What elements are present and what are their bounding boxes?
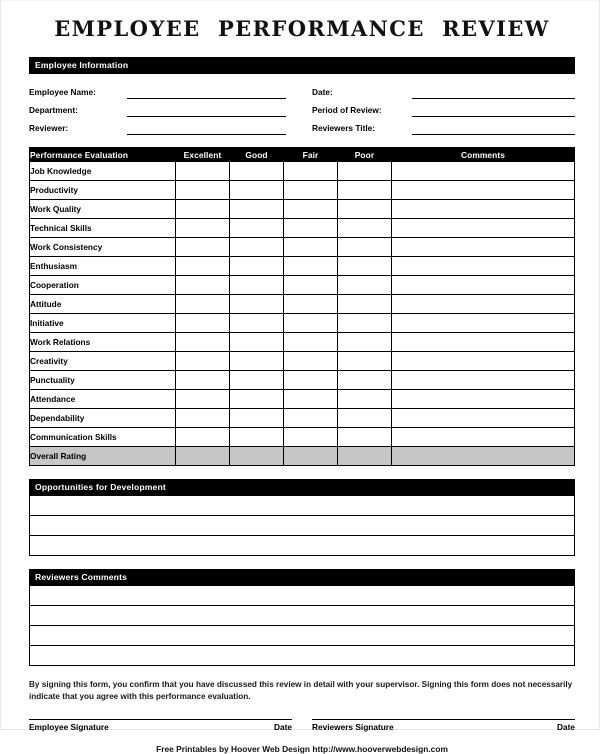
rating-cell-good[interactable] <box>230 162 284 181</box>
rating-cell-fair[interactable] <box>284 181 338 200</box>
signing-disclaimer: By signing this form, you confirm that you have discussed this review in detail with your supervisor. Signing this form does not necessarily indicate that you agree with this performance evaluation. <box>29 680 573 701</box>
date-label: Date: <box>312 87 333 97</box>
period-of-review-input[interactable] <box>412 104 575 117</box>
criteria-label: Work Consistency <box>30 238 176 257</box>
comments-cell[interactable] <box>392 276 575 295</box>
employee-information-right-column <box>292 81 575 135</box>
opportunities-line[interactable] <box>30 515 574 535</box>
table-row <box>30 276 575 295</box>
period-of-review-row <box>312 99 575 117</box>
criteria-label: Attendance <box>30 390 176 409</box>
rating-cell-fair[interactable] <box>284 295 338 314</box>
rating-cell-good[interactable] <box>230 219 284 238</box>
employee-name-row <box>29 81 292 99</box>
rating-cell-fair[interactable] <box>284 390 338 409</box>
column-header-good: Good <box>230 148 284 162</box>
table-row <box>30 181 575 200</box>
rating-cell-good[interactable] <box>230 181 284 200</box>
rating-cell-excellent[interactable] <box>176 200 230 219</box>
criteria-label: Dependability <box>30 409 176 428</box>
rating-cell-fair[interactable] <box>284 200 338 219</box>
employee-signature-date-label: Date <box>274 722 292 732</box>
employee-name-input[interactable] <box>127 86 286 99</box>
comments-cell[interactable] <box>392 333 575 352</box>
reviewers-comments-line[interactable] <box>30 586 574 605</box>
table-row <box>30 162 575 181</box>
rating-cell-good[interactable] <box>230 390 284 409</box>
rating-cell-fair[interactable] <box>284 276 338 295</box>
rating-cell-fair[interactable] <box>284 314 338 333</box>
comments-cell[interactable] <box>392 447 575 466</box>
criteria-label: Cooperation <box>30 276 176 295</box>
opportunities-line[interactable] <box>30 496 574 515</box>
table-row <box>30 200 575 219</box>
criteria-label: Communication Skills <box>30 428 176 447</box>
reviewer-row <box>29 117 292 135</box>
rating-cell-fair[interactable] <box>284 257 338 276</box>
rating-cell-excellent[interactable] <box>176 295 230 314</box>
reviewer-signature-label: Reviewers Signature <box>312 722 394 732</box>
table-body <box>30 162 575 466</box>
department-input[interactable] <box>127 104 286 117</box>
table-row <box>30 371 575 390</box>
comments-cell[interactable] <box>392 219 575 238</box>
rating-cell-excellent[interactable] <box>176 390 230 409</box>
rating-cell-good[interactable] <box>230 200 284 219</box>
rating-cell-fair[interactable] <box>284 238 338 257</box>
rating-cell-excellent[interactable] <box>176 352 230 371</box>
opportunities-line[interactable] <box>30 535 574 555</box>
rating-cell-good[interactable] <box>230 276 284 295</box>
rating-cell-fair[interactable] <box>284 371 338 390</box>
rating-cell-poor[interactable] <box>338 219 392 238</box>
criteria-label: Creativity <box>30 352 176 371</box>
criteria-label: Attitude <box>30 295 176 314</box>
rating-cell-excellent[interactable] <box>176 428 230 447</box>
rating-cell-fair[interactable] <box>284 447 338 466</box>
criteria-label: Work Quality <box>30 200 176 219</box>
table-row <box>30 390 575 409</box>
rating-cell-poor[interactable] <box>338 428 392 447</box>
employee-signature-group[interactable] <box>29 719 292 732</box>
rating-cell-excellent[interactable] <box>176 181 230 200</box>
signature-row <box>29 719 575 732</box>
reviewers-comments-line[interactable] <box>30 645 574 665</box>
reviewer-signature-group[interactable] <box>312 719 575 732</box>
criteria-label: Productivity <box>30 181 176 200</box>
rating-cell-excellent[interactable] <box>176 276 230 295</box>
table-row <box>30 333 575 352</box>
rating-cell-poor[interactable] <box>338 390 392 409</box>
column-header-poor: Poor <box>338 148 392 162</box>
rating-cell-excellent[interactable] <box>176 447 230 466</box>
rating-cell-excellent[interactable] <box>176 409 230 428</box>
rating-cell-poor[interactable] <box>338 200 392 219</box>
table-header-row <box>30 148 575 162</box>
rating-cell-poor[interactable] <box>338 162 392 181</box>
rating-cell-fair[interactable] <box>284 219 338 238</box>
rating-cell-excellent[interactable] <box>176 333 230 352</box>
criteria-label: Initiative <box>30 314 176 333</box>
column-header-excellent: Excellent <box>176 148 230 162</box>
overall-rating-row <box>30 447 575 466</box>
reviewers-title-label: Reviewers Title: <box>312 123 376 133</box>
table-row <box>30 219 575 238</box>
employee-name-label: Employee Name: <box>29 87 96 97</box>
reviewer-label: Reviewer: <box>29 123 69 133</box>
rating-cell-excellent[interactable] <box>176 219 230 238</box>
table-row <box>30 409 575 428</box>
reviewers-comments-textarea[interactable] <box>29 586 575 666</box>
department-row <box>29 99 292 117</box>
rating-cell-poor[interactable] <box>338 409 392 428</box>
criteria-label: Enthusiasm <box>30 257 176 276</box>
rating-cell-poor[interactable] <box>338 371 392 390</box>
table-row <box>30 238 575 257</box>
employee-information-left-column <box>29 81 292 135</box>
rating-cell-excellent[interactable] <box>176 238 230 257</box>
reviewers-comments-section <box>29 569 575 666</box>
employee-signature-label: Employee Signature <box>29 722 109 732</box>
criteria-label: Technical Skills <box>30 219 176 238</box>
reviewers-title-input[interactable] <box>412 122 575 135</box>
rating-cell-good[interactable] <box>230 257 284 276</box>
criteria-label: Job Knowledge <box>30 162 176 181</box>
reviewer-input[interactable] <box>127 122 286 135</box>
rating-cell-good[interactable] <box>230 447 284 466</box>
comments-cell[interactable] <box>392 200 575 219</box>
comments-cell[interactable] <box>392 390 575 409</box>
date-row <box>312 81 575 99</box>
table-row <box>30 295 575 314</box>
rating-cell-poor[interactable] <box>338 181 392 200</box>
rating-cell-good[interactable] <box>230 295 284 314</box>
performance-evaluation-section <box>29 147 575 466</box>
comments-cell[interactable] <box>392 162 575 181</box>
comments-cell[interactable] <box>392 428 575 447</box>
performance-evaluation-table <box>29 147 575 466</box>
opportunities-for-development-section <box>29 479 575 556</box>
rating-cell-good[interactable] <box>230 428 284 447</box>
comments-cell[interactable] <box>392 257 575 276</box>
rating-cell-excellent[interactable] <box>176 314 230 333</box>
employee-information-header: Employee Information <box>29 57 575 74</box>
comments-cell[interactable] <box>392 295 575 314</box>
rating-cell-poor[interactable] <box>338 276 392 295</box>
rating-cell-good[interactable] <box>230 409 284 428</box>
employee-information-fields <box>29 81 575 135</box>
rating-cell-fair[interactable] <box>284 428 338 447</box>
rating-cell-excellent[interactable] <box>176 371 230 390</box>
rating-cell-poor[interactable] <box>338 238 392 257</box>
date-input[interactable] <box>412 86 575 99</box>
employee-information-section <box>29 57 575 135</box>
rating-cell-poor[interactable] <box>338 352 392 371</box>
reviewers-comments-line[interactable] <box>30 625 574 645</box>
table-row <box>30 314 575 333</box>
table-row <box>30 428 575 447</box>
rating-cell-excellent[interactable] <box>176 257 230 276</box>
table-row <box>30 257 575 276</box>
rating-cell-fair[interactable] <box>284 352 338 371</box>
reviewers-title-row <box>312 117 575 135</box>
form-sheet <box>29 1 575 754</box>
column-header-comments: Comments <box>392 148 575 162</box>
rating-cell-fair[interactable] <box>284 409 338 428</box>
comments-cell[interactable] <box>392 409 575 428</box>
comments-cell[interactable] <box>392 371 575 390</box>
rating-cell-fair[interactable] <box>284 162 338 181</box>
opportunities-for-development-textarea[interactable] <box>29 496 575 556</box>
department-label: Department: <box>29 105 78 115</box>
comments-cell[interactable] <box>392 238 575 257</box>
rating-cell-good[interactable] <box>230 352 284 371</box>
rating-cell-good[interactable] <box>230 371 284 390</box>
column-header-fair: Fair <box>284 148 338 162</box>
comments-cell[interactable] <box>392 314 575 333</box>
reviewer-signature-date-label: Date <box>557 722 575 732</box>
reviewers-comments-header: Reviewers Comments <box>29 569 575 586</box>
rating-cell-good[interactable] <box>230 314 284 333</box>
rating-cell-poor[interactable] <box>338 257 392 276</box>
rating-cell-good[interactable] <box>230 238 284 257</box>
opportunities-for-development-header: Opportunities for Development <box>29 479 575 496</box>
column-header-criteria: Performance Evaluation <box>30 148 176 162</box>
rating-cell-poor[interactable] <box>338 333 392 352</box>
period-of-review-label: Period of Review: <box>312 105 382 115</box>
comments-cell[interactable] <box>392 181 575 200</box>
criteria-label: Overall Rating <box>30 447 176 466</box>
rating-cell-poor[interactable] <box>338 295 392 314</box>
rating-cell-excellent[interactable] <box>176 162 230 181</box>
comments-cell[interactable] <box>392 352 575 371</box>
table-row <box>30 352 575 371</box>
rating-cell-poor[interactable] <box>338 314 392 333</box>
criteria-label: Work Relations <box>30 333 176 352</box>
page-title: EMPLOYEE PERFORMANCE REVIEW <box>54 16 550 41</box>
rating-cell-fair[interactable] <box>284 333 338 352</box>
criteria-label: Punctuality <box>30 371 176 390</box>
rating-cell-poor[interactable] <box>338 447 392 466</box>
reviewers-comments-line[interactable] <box>30 605 574 625</box>
rating-cell-good[interactable] <box>230 333 284 352</box>
footer-credit: Free Printables by Hoover Web Design http://www.hooverwebdesign.com <box>156 744 448 754</box>
